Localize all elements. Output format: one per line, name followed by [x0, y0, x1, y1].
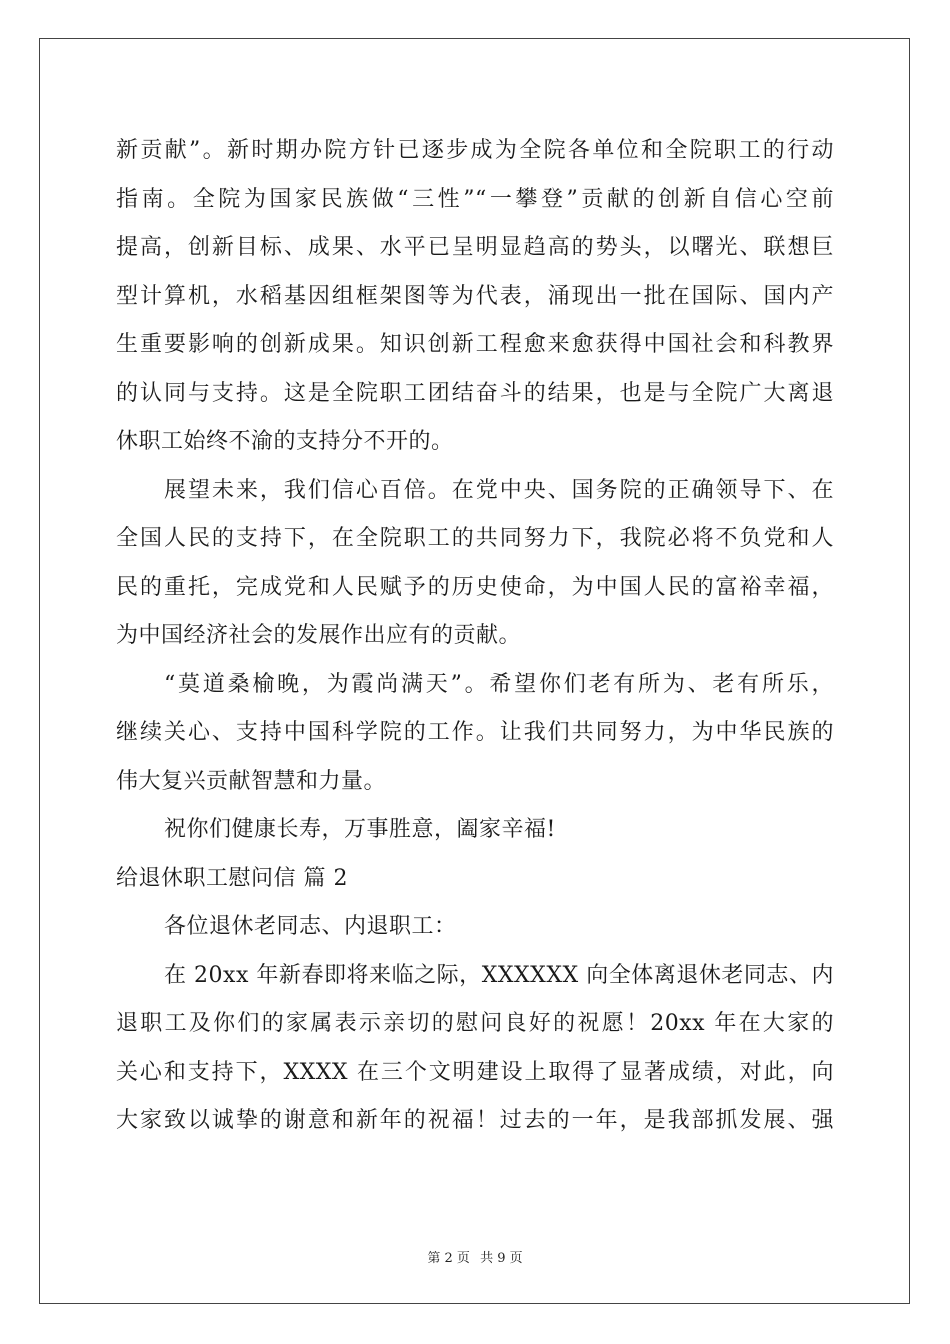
text-line: 祝你们健康长寿，万事胜意，阖家辛福!	[164, 817, 556, 842]
page-footer	[0, 1247, 950, 1266]
page-number: 第 2 页	[427, 1251, 470, 1266]
text-line: 全国人民的支持下，在全院职工的共同努力下，我院必将不负党和人	[116, 526, 834, 551]
text-line: 继续关心、支持中国科学院的工作。让我们共同努力，为中华民族的	[116, 720, 834, 745]
text-line: 新贡献”。新时期办院方针已逐步成为全院各单位和全院职工的行动	[116, 138, 834, 163]
text-line: 展望未来，我们信心百倍。在党中央、国务院的正确领导下、在	[164, 477, 834, 503]
page-total: 共 9 页	[480, 1251, 523, 1266]
text-line: 指南。全院为国家民族做“三性”“一攀登”贡献的创新自信心空前	[116, 186, 834, 212]
text-line: 休职工始终不渝的支持分不开的。	[116, 429, 454, 454]
salutation: 各位退休老同志、内退职工：	[164, 914, 457, 939]
text-line: 的认同与支持。这是全院职工团结奋斗的结果，也是与全院广大离退	[116, 380, 834, 406]
text-line: 关心和支持下，XXXX 在三个文明建设上取得了显著成绩，对此，向	[116, 1059, 834, 1085]
text-line: 民的重托，完成党和人民赋予的历史使命，为中国人民的富裕幸福，	[116, 574, 834, 600]
text-line: 伟大复兴贡献智慧和力量。	[116, 768, 387, 794]
document-body	[116, 127, 834, 1146]
text-line: 为中国经济社会的发展作出应有的贡献。	[116, 623, 522, 648]
text-line: 提高，创新目标、成果、水平已呈明显趋高的势头，以曙光、联想巨	[116, 235, 834, 260]
text-line: 退职工及你们的家属表示亲切的慰问良好的祝愿！20xx 年在大家的	[116, 1011, 834, 1036]
text-line: 生重要影响的创新成果。知识创新工程愈来愈获得中国社会和科教界	[116, 332, 834, 357]
text-line: “莫道桑榆晚，为霞尚满天”。希望你们老有所为、老有所乐，	[164, 671, 834, 697]
text-line: 型计算机，水稻基因组框架图等为代表，涌现出一批在国际、国内产	[116, 283, 834, 309]
text-line: 大家致以诚挚的谢意和新年的祝福！过去的一年，是我部抓发展、强	[116, 1108, 834, 1133]
text-line: 在 20xx 年新春即将来临之际，XXXXXX 向全体离退休老同志、内	[164, 962, 834, 988]
section-heading: 给退休职工慰问信 篇 2	[116, 865, 348, 891]
